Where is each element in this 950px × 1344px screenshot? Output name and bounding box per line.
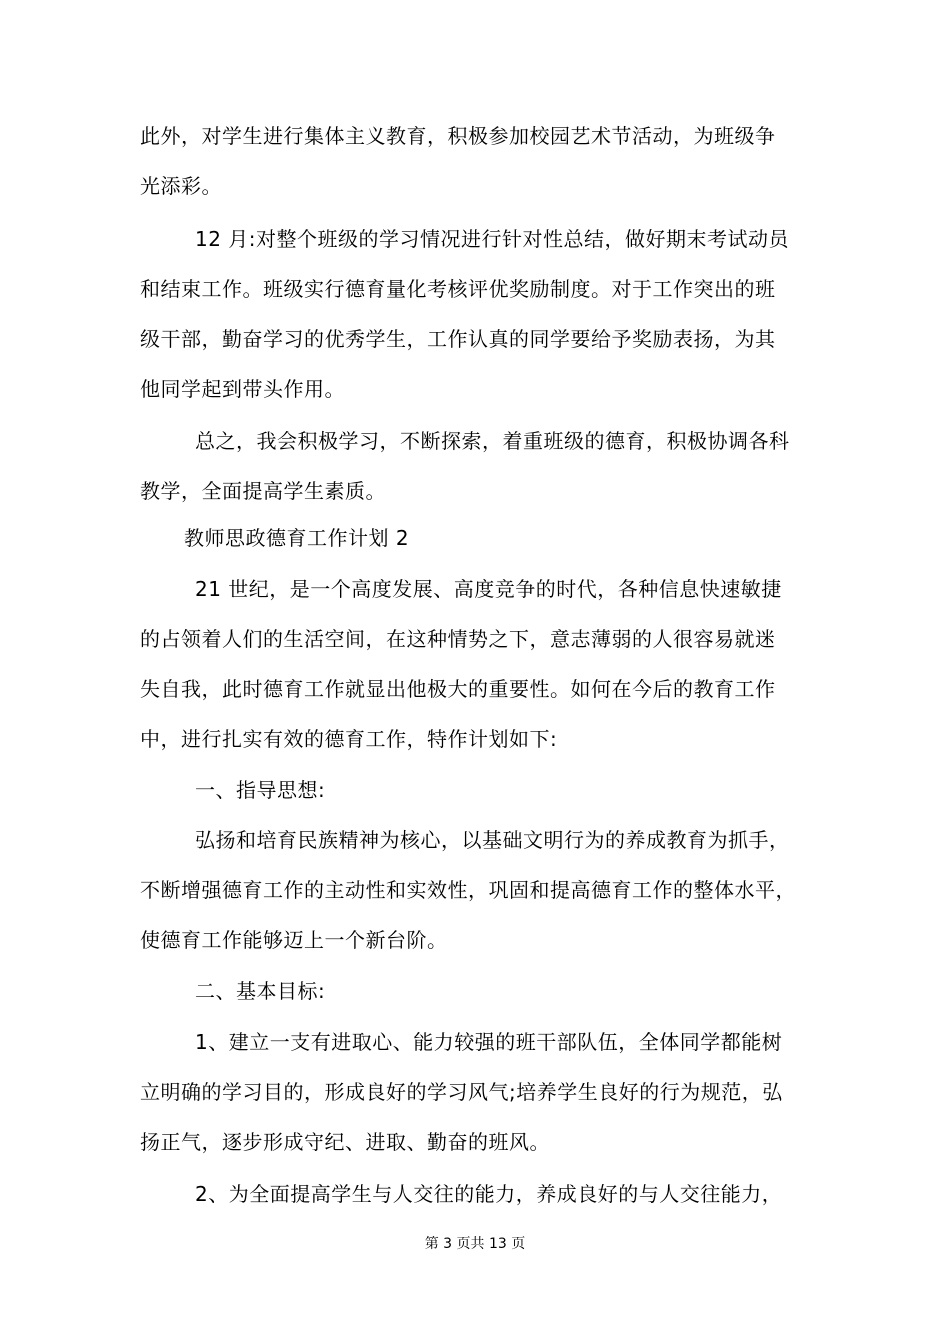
text-line: 失自我，此时德育工作就显出他极大的重要性。如何在今后的教育工作 <box>140 677 776 701</box>
text-line: 2、为全面提高学生与人交往的能力，养成良好的与人交往能力， <box>195 1182 783 1206</box>
text-line: 扬正气，逐步形成守纪、进取、勤奋的班风。 <box>140 1130 550 1154</box>
text-line: 总之，我会积极学习，不断探索，着重班级的德育，积极协调各科 <box>195 429 790 453</box>
section-heading: 教师思政德育工作计划 2 <box>184 526 410 550</box>
text-line: 不断增强德育工作的主动性和实效性，巩固和提高德育工作的整体水平， <box>140 878 796 902</box>
text-line: 使德育工作能够迈上一个新台阶。 <box>140 928 448 952</box>
section-heading: 二、基本目标: <box>195 979 326 1003</box>
text-line: 中，进行扎实有效的德育工作，特作计划如下: <box>140 727 558 751</box>
text-line: 级干部，勤奋学习的优秀学生，工作认真的同学要给予奖励表扬，为其 <box>140 327 776 351</box>
text-line: 教学，全面提高学生素质。 <box>140 479 386 503</box>
text-line: 12 月:对整个班级的学习情况进行针对性总结，做好期末考试动员 <box>195 227 790 251</box>
text-line: 此外，对学生进行集体主义教育，积极参加校园艺术节活动，为班级争 <box>140 124 776 148</box>
section-heading: 一、指导思想: <box>195 778 326 802</box>
text-line: 弘扬和培育民族精神为核心，以基础文明行为的养成教育为抓手， <box>195 828 790 852</box>
text-line: 立明确的学习目的，形成良好的学习风气;培养学生良好的行为规范，弘 <box>140 1080 783 1104</box>
text-line: 的占领着人们的生活空间，在这种情势之下，意志薄弱的人很容易就迷 <box>140 627 776 651</box>
text-line: 1、建立一支有进取心、能力较强的班干部队伍，全体同学都能树 <box>195 1030 783 1054</box>
page-number: 第 3 页共 13 页 <box>424 1236 526 1252</box>
text-line: 光添彩。 <box>140 174 222 198</box>
text-line: 21 世纪，是一个高度发展、高度竞争的时代，各种信息快速敏捷 <box>195 577 782 601</box>
text-line: 他同学起到带头作用。 <box>140 377 345 401</box>
text-line: 和结束工作。班级实行德育量化考核评优奖励制度。对于工作突出的班 <box>140 277 776 301</box>
